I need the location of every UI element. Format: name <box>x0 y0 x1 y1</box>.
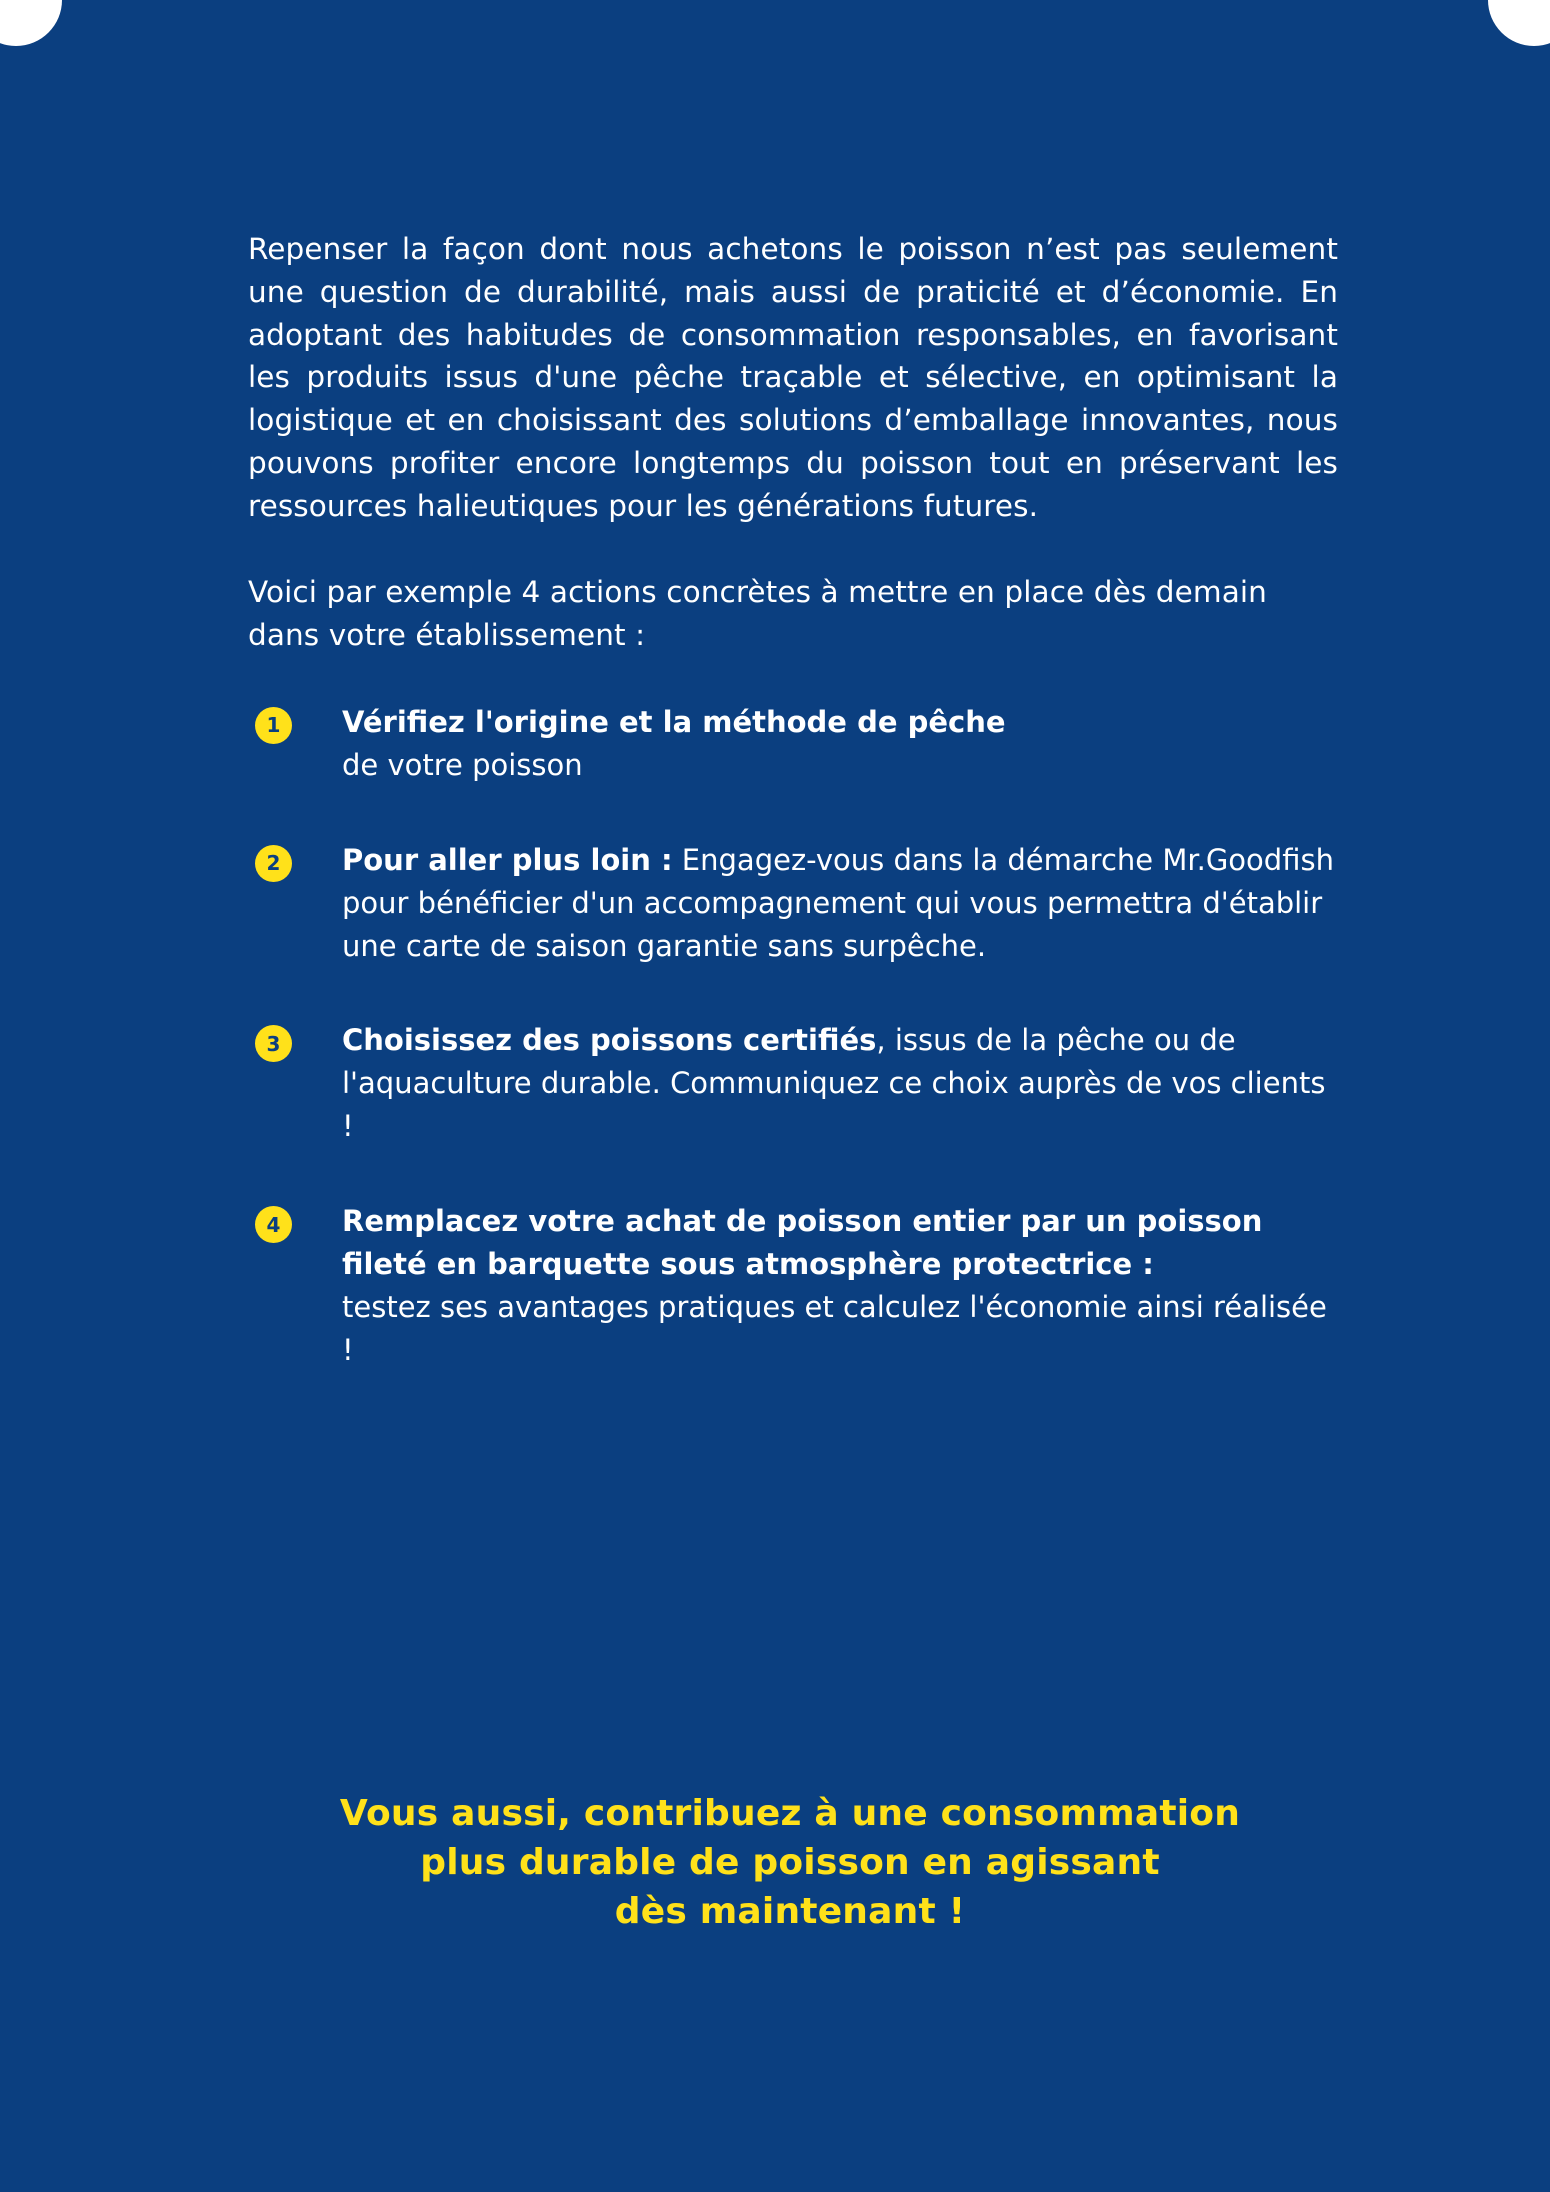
action-sub-1: de votre poisson <box>342 747 583 782</box>
closing-line-1: Vous aussi, contribuez à une consommation <box>339 1793 1241 1834</box>
action-item-4 <box>248 1200 1338 1372</box>
action-number-badge-3: 3 <box>255 1025 292 1062</box>
action-lead-3: Choisissez des poissons certifiés <box>342 1023 877 1058</box>
page-corner-left-icon <box>0 0 62 46</box>
action-number-badge-2: 2 <box>255 845 292 882</box>
lead-in-paragraph: Voici par exemple 4 actions concrètes à mettre en place dès demain dans votre établissement : <box>248 575 1267 653</box>
action-text-1 <box>342 701 1338 787</box>
action-lead-2: Pour aller plus loin : <box>342 842 673 877</box>
action-text-2 <box>342 839 1338 968</box>
action-number-badge-4: 4 <box>255 1206 292 1243</box>
action-item-2 <box>248 839 1338 968</box>
page-corner-right-icon <box>1488 0 1550 46</box>
content-column <box>248 228 1338 1372</box>
action-rest-2: Engagez-vous dans la démarche Mr.Goodfish pour bénéficier d'un accompagnement qui vous permettra d'établir une carte de saison garantie sans surpêche. <box>342 842 1334 963</box>
closing-callout <box>220 1790 1360 1937</box>
action-rest-3: , issus de la pêche ou de l'aquaculture durable. Communiquez ce choix auprès de vos clients ! <box>342 1023 1326 1144</box>
action-text-4 <box>342 1200 1338 1372</box>
action-item-1 <box>248 701 1338 787</box>
action-text-3 <box>342 1019 1338 1148</box>
action-number-badge-1: 1 <box>255 707 292 744</box>
action-sub-4: testez ses avantages pratiques et calculez l'économie ainsi réalisée ! <box>342 1289 1327 1367</box>
intro-paragraph: Repenser la façon dont nous achetons le poisson n’est pas seulement une question de durabilité, mais aussi de praticité et d’économie. En adoptant des habitudes de consommation responsables, en favorisant les produits issus d'une pêche traçable et sélective, en optimisant la logistique et en choisissant des solutions d’emballage innovantes, nous pouvons profiter encore longtemps du poisson tout en préservant les ressources halieutiques pour les générations futures. <box>248 232 1338 523</box>
closing-line-3: dès maintenant ! <box>614 1890 966 1932</box>
action-lead-1: Vérifiez l'origine et la méthode de pêche <box>342 704 1006 739</box>
action-lead-4: Remplacez votre achat de poisson entier par un poisson fileté en barquette sous atmosphère protectrice : <box>342 1204 1263 1282</box>
action-item-3 <box>248 1019 1338 1148</box>
closing-line-2: plus durable de poisson en agissant <box>420 1841 1160 1883</box>
actions-list <box>248 701 1338 1372</box>
